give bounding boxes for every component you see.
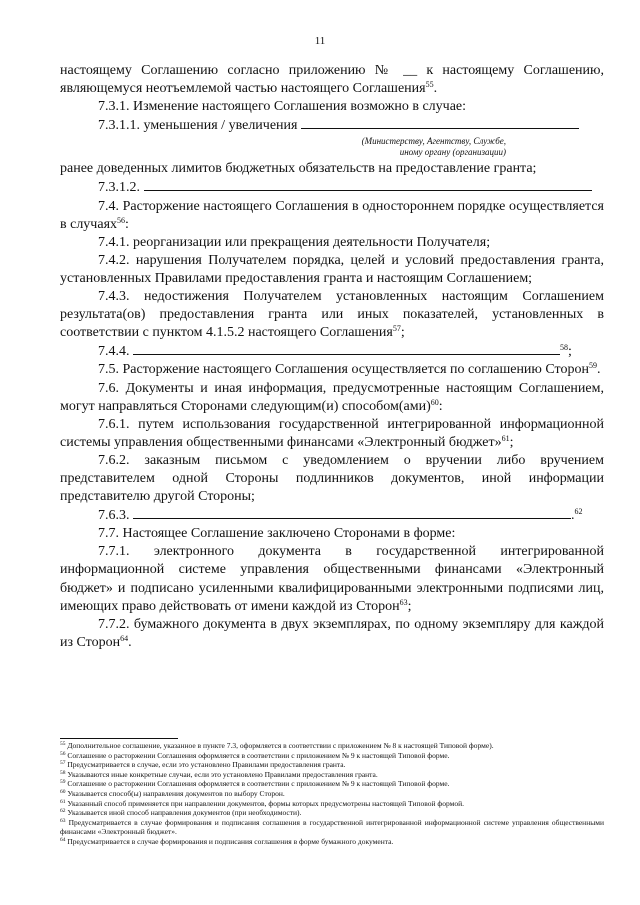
footnote-number: 59 — [60, 779, 66, 786]
footnote-number: 60 — [60, 788, 66, 795]
footnote-ref: 63 — [399, 597, 408, 607]
field-hint-line: (Министерству, Агентству, Службе, — [361, 136, 506, 147]
footnote-number: 58 — [60, 769, 66, 776]
paragraph-7-6-1 — [60, 416, 604, 452]
paragraph-text: 7.7.1. электронного документа в государственной интегрированной информационной системе управления общественными финансами «Электронный бюджет» и подписано усиленными квалифицированными электронными подписями лиц, имеющих право действовать от имени каждой из Сторон — [60, 544, 604, 614]
footnote — [60, 789, 604, 799]
footnote-ref: 55 — [425, 80, 434, 90]
paragraph-text: 7.4.4. — [98, 344, 130, 360]
paragraph-7-7: 7.7. Настоящее Соглашение заключено Сторонами в форме: — [98, 526, 456, 542]
footnote — [60, 779, 604, 789]
footnote-ref: 57 — [392, 324, 401, 334]
paragraph-7-4-3 — [60, 288, 604, 342]
footnote-text: Указываются иные конкретные случаи, если это установлено Правилами предоставления гранта. — [67, 769, 378, 779]
paragraph-text: 7.6.3. — [98, 508, 130, 524]
paragraph-7-6-2: 7.6.2. заказным письмом с уведомлением о вручении либо вручением представителем одной Стороны подлинников документов, иной информации представителю другой Стороны; — [60, 452, 604, 505]
footnote-number: 61 — [60, 798, 66, 805]
footnote-ref: 64 — [120, 633, 129, 643]
paragraph-7-4 — [60, 198, 604, 234]
paragraph-text: настоящему Соглашению согласно приложению № __ к настоящему Соглашению, являющемуся неотъемлемой частью настоящего Соглашения — [60, 63, 604, 97]
paragraph-punct: . — [128, 634, 132, 650]
footnote — [60, 818, 604, 837]
paragraph-punct: . — [433, 81, 438, 97]
footnote — [60, 741, 604, 751]
footnote — [60, 808, 604, 818]
footnote-text: Дополнительное соглашение, указанное в пункте 7.3, оформляется в соответствии с приложением № 8 к настоящей Типовой форме). — [67, 741, 494, 750]
footnote-number: 56 — [60, 750, 66, 757]
footnote-text: Соглашение о расторжении Соглашения оформляется в соответствии с приложением № 9 к настоящей Типовой форме. — [67, 779, 450, 789]
footnote — [60, 760, 604, 770]
paragraph-continuation: ранее доведенных лимитов бюджетных обязательств на предоставление гранта; — [60, 161, 537, 177]
paragraph-text: 7.5. Расторжение настоящего Соглашения осуществляется по соглашению Сторон — [98, 362, 589, 378]
page-number: 11 — [314, 35, 326, 47]
paragraph-7-4-2: 7.4.2. нарушения Получателем порядка, целей и условий предоставления гранта, установленных Правилами предоставления гранта и настоящим Соглашением; — [60, 252, 604, 286]
paragraph-7-5 — [60, 361, 604, 379]
paragraph-text: 7.7.2. бумажного документа в двух экземплярах, по одному экземпляру для каждой из Сторон — [60, 616, 604, 650]
footnote — [60, 799, 604, 809]
paragraph-7-4-1: 7.4.1. реорганизации или прекращения деятельности Получателя; — [98, 234, 491, 250]
paragraph-punct: ; — [509, 434, 514, 450]
paragraph-punct: : — [438, 398, 443, 414]
paragraph-punct: . — [571, 508, 575, 524]
paragraph-punct: ; — [407, 598, 412, 614]
field-hint — [60, 136, 604, 157]
paragraph-7-3-1: 7.3.1. Изменение настоящего Соглашения возможно в случае: — [98, 99, 467, 115]
paragraph-7-7-2 — [60, 616, 604, 652]
footnote-text: Указывается способ(ы) направления документов по выбору Сторон. — [67, 788, 285, 798]
paragraph-7-3-1-2 — [60, 178, 604, 197]
footnotes — [60, 741, 604, 847]
paragraph-intro — [60, 62, 604, 98]
paragraph-punct: ; — [568, 344, 572, 360]
paragraph-punct: . — [596, 362, 601, 378]
paragraph-text: 7.4. Расторжение настоящего Соглашения в одностороннем порядке осуществляется в случаях — [60, 198, 604, 232]
footnote — [60, 751, 604, 761]
footnote — [60, 770, 604, 780]
document-body — [60, 62, 604, 652]
paragraph-text: 7.6.1. путем использования государственной интегрированной информационной системы управления общественными финансами «Электронный бюджет» — [60, 416, 604, 450]
footnote-separator — [60, 738, 178, 739]
paragraph-7-6-3 — [60, 506, 604, 525]
footnote-text: Указанный способ применяется при направлении документов, формы которых предусмотрены настоящей Типовой формой. — [67, 798, 464, 808]
footnote-text: Предусматривается в случае формирования и подписания соглашения в государственной интегрированной информационной системе управления общественными финансами «Электронный бюджет». — [60, 817, 605, 837]
footnote-number: 64 — [60, 836, 66, 843]
paragraph-text: 7.3.1.2. — [98, 180, 140, 196]
paragraph-7-7-1 — [60, 543, 604, 615]
fill-in-blank — [144, 178, 592, 191]
footnote-text: Указывается иной способ направления документов (при необходимости). — [67, 808, 302, 818]
footnote-ref: 60 — [430, 397, 439, 407]
field-hint-line: иному органу (организации) — [399, 146, 506, 157]
footnote-ref: 61 — [501, 433, 510, 443]
footnote-number: 62 — [60, 808, 66, 815]
paragraph-text: 7.4.3. недостижения Получателем установленных настоящим Соглашением результата(ов) предоставления гранта или иных показателей, установленных в соответствии с пунктом 4.1.5.2 настоящего Соглашения — [60, 289, 604, 341]
footnote-number: 57 — [60, 760, 66, 767]
footnote-ref: 58 — [560, 343, 568, 353]
fill-in-blank — [133, 342, 560, 355]
paragraph-text: 7.3.1.1. уменьшения / увеличения — [98, 118, 298, 134]
paragraph-punct: : — [125, 216, 129, 232]
footnote-ref: 59 — [588, 361, 597, 371]
footnote-number: 63 — [60, 817, 66, 824]
footnote — [60, 837, 604, 847]
paragraph-text: 7.6. Документы и иная информация, предусмотренные настоящим Соглашением, могут направляться Сторонами следующим(и) способом(ами) — [60, 380, 604, 414]
footnote-text: Соглашение о расторжении Соглашения оформляется в соответствии с приложением № 9 к настоящей Типовой форме. — [67, 750, 450, 760]
paragraph-7-6 — [60, 380, 604, 416]
footnote-number: 55 — [60, 741, 66, 747]
footnote-ref: 62 — [574, 507, 583, 517]
paragraph-punct: ; — [400, 325, 405, 341]
fill-in-blank — [133, 506, 571, 519]
footnote-text: Предусматривается в случае, если это установлено Правилами предоставления гранта. — [67, 760, 346, 770]
paragraph-7-4-4 — [60, 342, 604, 361]
paragraph-7-3-1-1 — [60, 116, 604, 135]
fill-in-blank — [301, 116, 579, 129]
footnote-ref: 56 — [117, 215, 126, 225]
footnote-text: Предусматривается в случае формирования и подписания соглашения в форме бумажного документа. — [67, 836, 394, 846]
